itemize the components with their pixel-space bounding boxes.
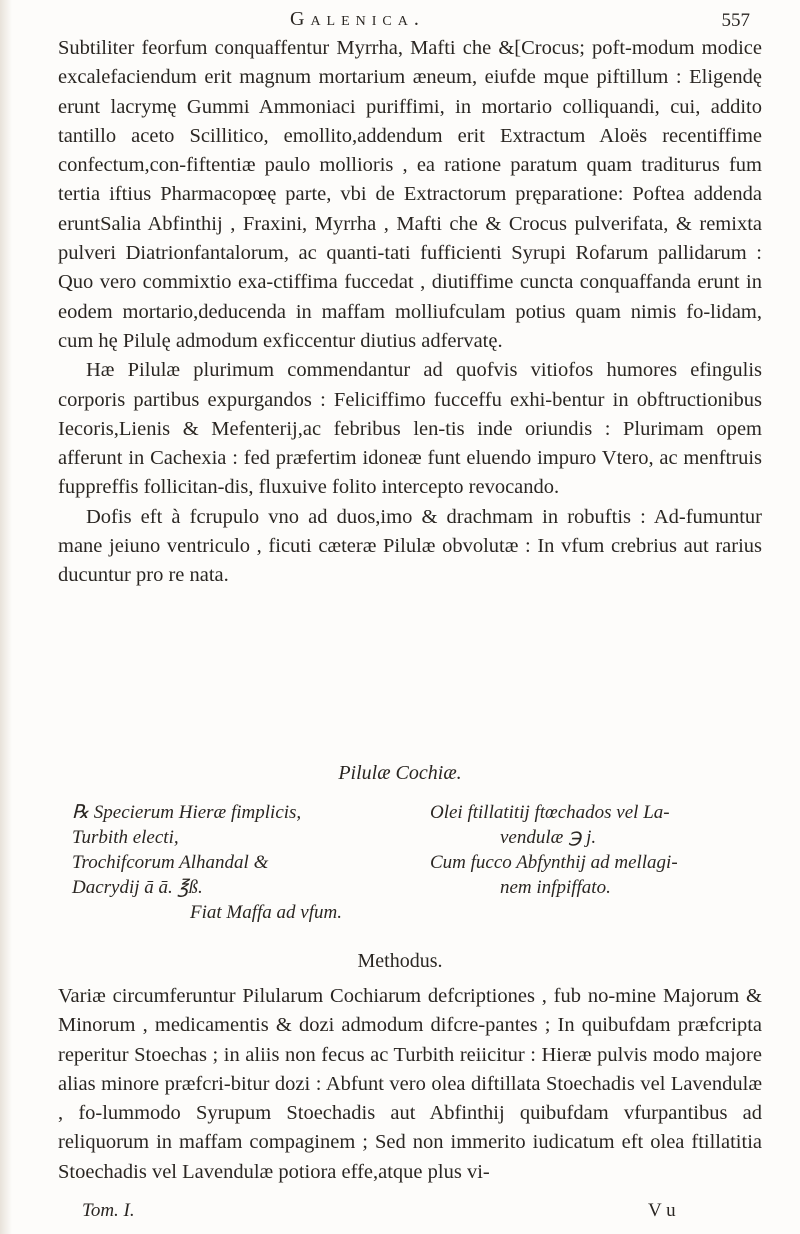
recipe-ingredient: nem infpiffato. xyxy=(500,877,611,898)
recipe-ingredient: ℞ Specierum Hieræ fimplicis, xyxy=(72,802,302,823)
recipe-title: Pilulæ Cochiæ. xyxy=(338,762,462,784)
running-title: Galenica. xyxy=(290,8,425,30)
recipe-ingredient: Turbith electi, xyxy=(72,827,179,848)
recipe-right-column xyxy=(430,800,770,900)
recipe-ingredient: vendulæ ℈ j. xyxy=(500,827,597,848)
methodus-text xyxy=(58,982,762,1187)
recipe-ingredient: Olei ftillatitij ftœchados vel La- xyxy=(430,802,670,823)
paragraph-preparation: Subtiliter feorfum conquaffentur Myrrha, Mafti che &[Crocus; poft-modum modice excalefaciendum erit magnum mortarium æneum, eiufde mque piftillum : Eligendę erunt lacrymę Gummi Ammoniaci puriffimi, in mortario colliquandi, cui, addito tantillo aceto Scillitico, emollito,addendum erit Extractum Aloës recentiffime confectum,con-fiftentiæ paulo mollioris , ea ratione paratum quam traditurus fum tertia iftius Pharmacopœę parte, vbi de Extractorum pręparatione: Poftea addenda eruntSalia Abfinthij , Fraxini, Myrrha , Mafti che & Crocus pulverifata, & remixta pulveri Diatrionfantalorum, ac quanti-tati fufficienti Syrupi Rofarum pallidarum : Quo vero commixtio exa-ctiffima fuccedat , diutiffime cuncta conquaffanda erunt in eodem mortario,deducenda in maffam molliufculam potius quam nimis fo-lidam, cum hę Pilulę admodum exficcentur diutius adfervatę. xyxy=(58,37,762,352)
page-footer xyxy=(60,1200,760,1226)
volume-marker: Tom. I. xyxy=(82,1200,135,1221)
paragraph-methodus: Variæ circumferuntur Pilularum Cochiarum defcriptiones , fub no-mine Majorum & Minorum , medicamentis & dozi admodum difcre-pantes ; In quibufdam præfcripta reperitur Stoechas ; in aliis non fecus ac Turbith reiicitur : Hieræ pulvis modo majore alias minore præfcri-bitur dozi : Abfunt vero olea diftillata Stoechadis vel Lavendulæ , fo-lummodo Syrupum Stoechadis aut Abfinthij quibufdam vfurpantibus ad reliquorum in maffam compaginem ; Sed non immerito iudicatum eft olea ftillatitia Stoechadis vel Lavendulæ potiora effe,atque plus vi- xyxy=(58,985,762,1183)
recipe-ingredient: Dacrydij ā ā. ℥ß. xyxy=(72,877,203,898)
page-number: 557 xyxy=(721,10,750,31)
recipe-ingredient: Trochifcorum Alhandal & xyxy=(72,852,269,873)
methodus-heading: Methodus. xyxy=(357,950,443,972)
paragraph-virtues: Hæ Pilulæ plurimum commendantur ad quofvis vitiofos humores efingulis corporis partibus expurgandos : Feliciffimo fucceffu exhi-bentur in obftructionibus Iecoris,Lienis & Mefenterij,ac febribus len-tis inde oriundis : Plurimam opem afferunt in Cachexia : fed præfertim idoneæ funt eluendo impuro Vtero, ac menftruis fuppreffis follicitan-dis, fluxuive folito intercepto revocando. xyxy=(58,359,762,499)
page-gutter-shadow xyxy=(0,0,12,1234)
recipe-left-column xyxy=(72,800,392,900)
recipe-instruction: Fiat Maffa ad vfum. xyxy=(190,902,342,923)
paragraph-dosage: Dofis eft à fcrupulo vno ad duos,imo & drachmam in robuftis : Ad-fumuntur mane jeiuno ventriculo , ficuti cæteræ Pilulæ obvolutæ : In vfum crebrius aut rarius ducuntur pro re nata. xyxy=(58,505,762,587)
recipe-ingredient: Cum fucco Abfynthij ad mellagi- xyxy=(430,852,678,873)
signature-mark: V u xyxy=(648,1200,676,1221)
running-header xyxy=(60,6,770,36)
main-text xyxy=(58,34,762,591)
